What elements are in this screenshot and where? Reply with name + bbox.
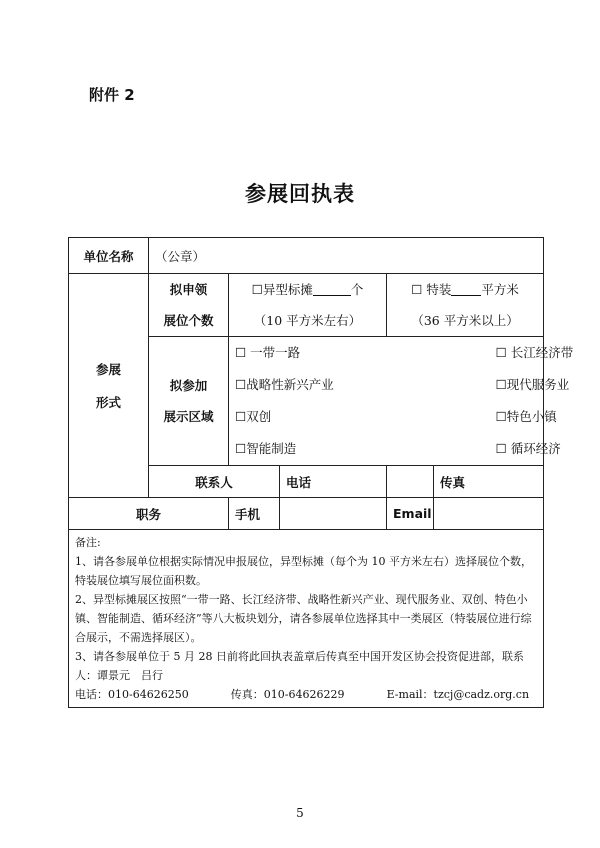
contact-phone: 电话：010-64626250	[75, 688, 189, 701]
page-number: 5	[296, 806, 304, 820]
notes-section	[69, 530, 544, 708]
contact-info-row	[75, 685, 537, 704]
booth-standard-checkbox[interactable]: ☐异型标摊	[251, 282, 313, 297]
zone-option-featured-towns[interactable]: ☐特色小镇	[495, 409, 557, 424]
mobile-field[interactable]	[280, 498, 387, 530]
mobile-label: 手机	[229, 498, 280, 530]
registration-form-table	[68, 237, 574, 708]
unit-name-field[interactable]: （公章）	[149, 238, 544, 274]
position-label: 职务	[69, 498, 229, 530]
fax-label: 传真	[434, 466, 544, 498]
note-item-2: 2、异型标摊展区按照“一带一路、长江经济带、战略性新兴产业、现代服务业、双创、特色小镇、智能制造、循环经济”等八大板块划分，请各参展单位选择其中一类展区（特装展位进行综合展示，不需选择展区）。	[75, 593, 532, 644]
booth-count-label	[149, 274, 229, 337]
note-item-3: 3、请各参展单位于 5 月 28 日前将此回执表盖章后传真至中国开发区协会投资促进部，联系人：谭景元 吕行	[75, 650, 524, 682]
note-item-1: 1、请各参展单位根据实际情况申报展位，异型标摊（每个为 10 平方米左右）选择展位个数，特装展位填写展位面积数。	[75, 555, 532, 587]
notes-heading: 备注:	[75, 536, 101, 549]
zone-label	[149, 337, 229, 466]
participation-label-line1: 参展	[95, 362, 121, 377]
zone-option-modern-services[interactable]: ☐现代服务业	[495, 377, 570, 392]
zone-option-belt-road[interactable]: ☐ 一带一路	[235, 345, 301, 360]
zone-label-line2: 展示区域	[163, 409, 214, 424]
booth-special-blank[interactable]	[451, 283, 481, 296]
zone-option-smart-manufacturing[interactable]: ☐智能制造	[235, 441, 297, 456]
booth-special-note: （36 平方米以上）	[411, 313, 519, 328]
participation-form-label	[69, 274, 149, 498]
zone-option-innovation[interactable]: ☐双创	[235, 409, 272, 424]
booth-special-unit: 平方米	[481, 282, 519, 297]
phone-field[interactable]	[387, 466, 434, 498]
zone-label-line1: 拟参加	[169, 378, 208, 393]
contact-label: 联系人	[149, 466, 280, 498]
booth-standard-blank[interactable]	[313, 283, 351, 296]
booth-count-label-line2: 展位个数	[163, 313, 214, 328]
email-label: Email	[387, 498, 434, 530]
zone-option-yangtze[interactable]: ☐ 长江经济带	[495, 345, 574, 360]
booth-standard-cell[interactable]	[229, 274, 387, 337]
unit-name-label: 单位名称	[69, 238, 149, 274]
page-title: 参展回执表	[245, 181, 355, 206]
phone-label: 电话	[280, 466, 387, 498]
participation-label-line2: 形式	[95, 395, 121, 410]
email-field[interactable]	[434, 498, 544, 530]
zone-option-strategic-industry[interactable]: ☐战略性新兴产业	[235, 377, 334, 392]
booth-special-cell[interactable]	[387, 274, 544, 337]
booth-special-checkbox[interactable]: ☐ 特装	[411, 282, 452, 297]
zone-option-circular-economy[interactable]: ☐ 循环经济	[495, 441, 561, 456]
booth-standard-note: （10 平方米左右）	[253, 313, 362, 328]
booth-standard-unit: 个	[350, 282, 364, 297]
contact-email: E-mail：tzcj@cadz.org.cn	[386, 688, 530, 701]
contact-fax: 传真：010-64626229	[230, 688, 345, 701]
booth-count-label-line1: 拟申领	[169, 282, 208, 297]
attachment-label: 附件 2	[89, 86, 135, 104]
